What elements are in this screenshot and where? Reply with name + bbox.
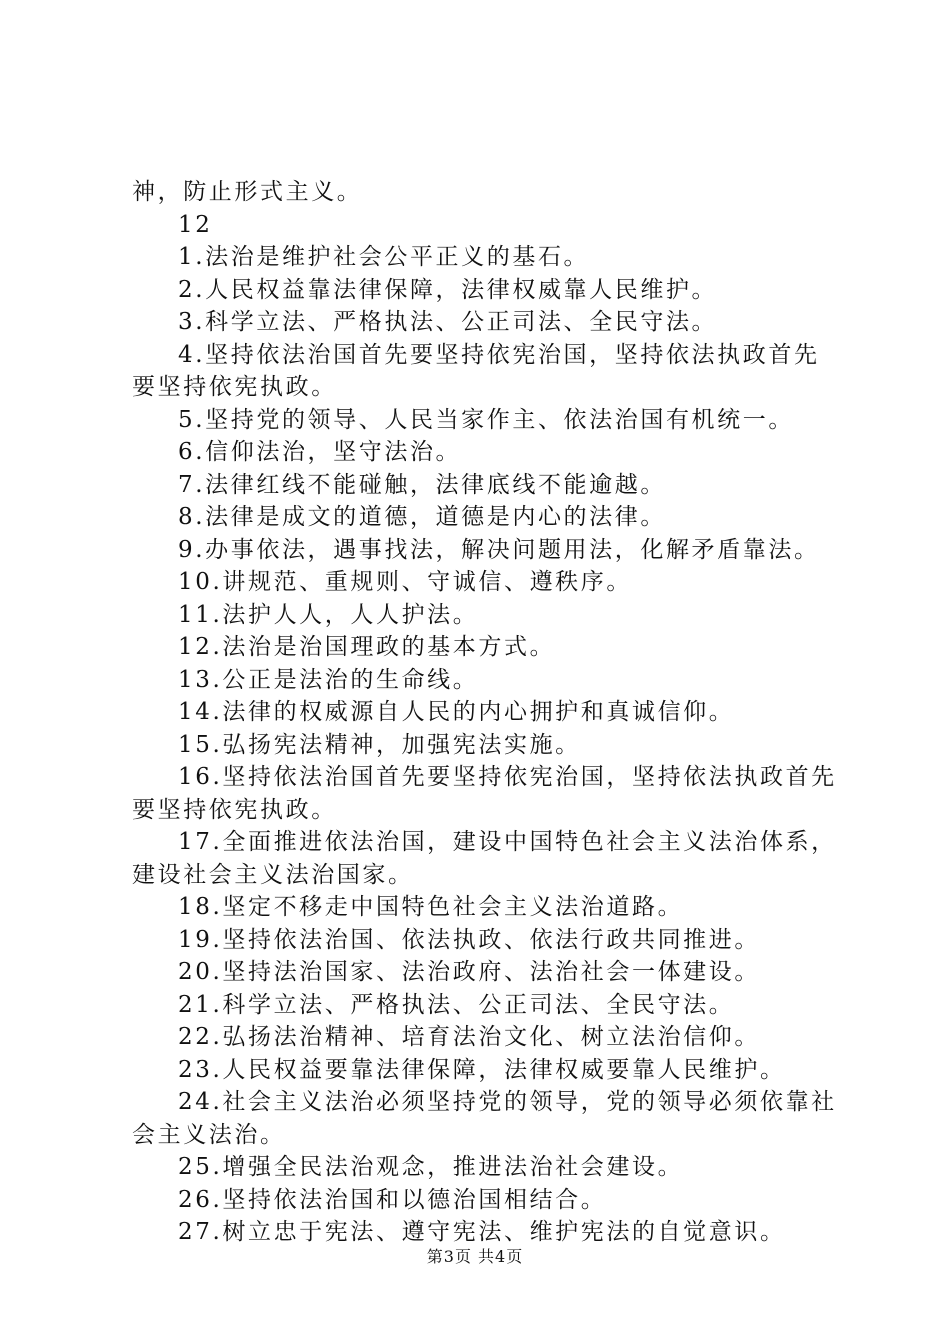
text-line: 15.弘扬宪法精神，加强宪法实施。 (178, 731, 581, 758)
text-line: 18.坚定不移走中国特色社会主义法治道路。 (178, 894, 684, 920)
text-line: 神，防止形式主义。 (132, 179, 363, 205)
text-line: 7.法律红线不能碰触，法律底线不能逾越。 (178, 471, 666, 498)
text-line: 3.科学立法、严格执法、公正司法、全民守法。 (178, 309, 718, 335)
page-footer: 第3页 共4页 (426, 1247, 524, 1266)
text-line: 要坚持依宪执政。 (132, 374, 337, 400)
text-line: 2.人民权益靠法律保障，法律权威靠人民维护。 (178, 276, 718, 303)
text-line: 27.树立忠于宪法、遵守宪法、维护宪法的自觉意识。 (178, 1219, 786, 1245)
text-line: 19.坚持依法治国、依法执政、依法行政共同推进。 (178, 926, 760, 953)
text-line: 21.科学立法、严格执法、公正司法、全民守法。 (178, 991, 735, 1018)
text-line: 20.坚持法治国家、法治政府、法治社会一体建设。 (178, 959, 760, 985)
text-line: 11.法护人人，人人护法。 (178, 601, 479, 628)
text-line: 4.坚持依法治国首先要坚持依宪治国，坚持依法执政首先 (178, 341, 820, 368)
text-line: 8.法律是成文的道德，道德是内心的法律。 (178, 504, 666, 530)
text-line: 22.弘扬法治精神、培育法治文化、树立法治信仰。 (178, 1024, 760, 1050)
text-line: 25.增强全民法治观念，推进法治社会建设。 (178, 1154, 684, 1180)
text-line: 24.社会主义法治必须坚持党的领导，党的领导必须依靠社 (178, 1089, 837, 1115)
text-line: 16.坚持依法治国首先要坚持依宪治国，坚持依法执政首先 (178, 764, 837, 790)
text-line: 要坚持依宪执政。 (132, 796, 337, 823)
text-line: 17.全面推进依法治国，建设中国特色社会主义法治体系， (178, 829, 837, 855)
document-body (132, 176, 837, 1249)
text-line: 1.法治是维护社会公平正义的基石。 (178, 244, 590, 270)
text-line: 建设社会主义法治国家。 (132, 861, 414, 888)
text-line: 12 (178, 211, 213, 238)
text-line: 26.坚持依法治国和以德治国相结合。 (178, 1186, 607, 1213)
text-line: 5.坚持党的领导、人民当家作主、依法治国有机统一。 (178, 406, 794, 433)
text-line: 6.信仰法治，坚守法治。 (178, 439, 462, 465)
text-line: 23.人民权益要靠法律保障，法律权威要靠人民维护。 (178, 1056, 786, 1083)
text-line: 14.法律的权威源自人民的内心拥护和真诚信仰。 (178, 699, 735, 725)
text-line: 会主义法治。 (132, 1121, 286, 1148)
text-line: 10.讲规范、重规则、守诚信、遵秩序。 (178, 569, 632, 595)
text-line: 13.公正是法治的生命线。 (178, 666, 479, 693)
text-line: 9.办事依法，遇事找法，解决问题用法，化解矛盾靠法。 (178, 536, 820, 563)
text-line: 12.法治是治国理政的基本方式。 (178, 634, 556, 660)
